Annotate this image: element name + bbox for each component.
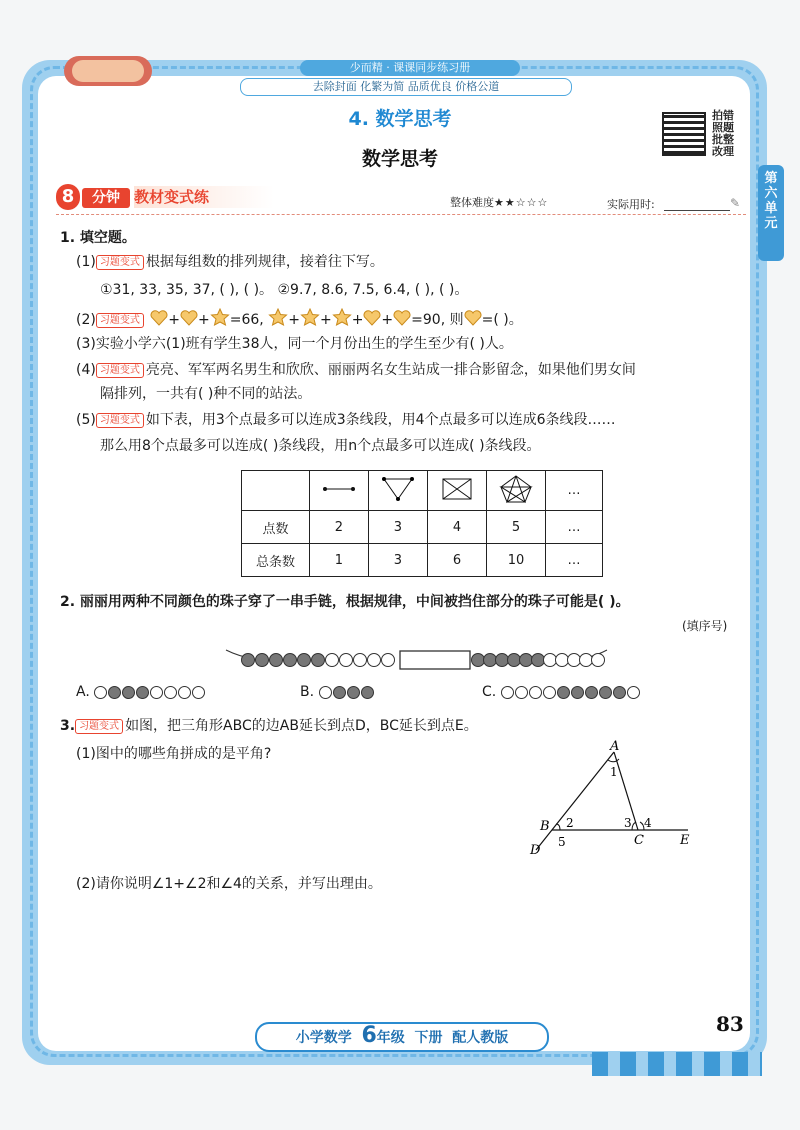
- dark-bead: [508, 654, 521, 667]
- q3-sub2: (2)请你说明∠1+∠2和∠4的关系，并写出理由。: [76, 876, 382, 892]
- variant-tag: 习题变式: [96, 313, 144, 328]
- label-a: A: [610, 739, 620, 754]
- points-table: [241, 470, 603, 577]
- table-cell: 1: [309, 544, 368, 577]
- table-cell: 3: [368, 544, 427, 577]
- table-cell: …: [546, 511, 603, 544]
- white-bead: [568, 654, 581, 667]
- dark-bead: [270, 654, 283, 667]
- dark-bead: [122, 686, 135, 699]
- dark-bead: [256, 654, 269, 667]
- dark-bead: [108, 686, 121, 699]
- white-bead: [544, 654, 557, 667]
- dark-bead: [484, 654, 497, 667]
- label-d: D: [530, 843, 541, 858]
- dark-bead: [557, 686, 570, 699]
- triangle-diagram: [520, 738, 700, 860]
- white-bead: [529, 686, 542, 699]
- q2-title: 2. 丽丽用两种不同颜色的珠子穿了一串手链，根据规律，中间被挡住部分的珠子可能是( )。: [60, 594, 630, 610]
- heart-icon: [393, 310, 411, 326]
- time-badge-number: 8: [56, 184, 80, 210]
- q2-note: (填序号): [682, 619, 728, 633]
- exercise-type: 教材变式练: [134, 186, 274, 208]
- dark-bead: [284, 654, 297, 667]
- variant-tag: 习题变式: [96, 363, 144, 378]
- label-e: E: [680, 833, 690, 848]
- slogan: 去除封面 化繁为简 品质优良 价格公道: [240, 78, 572, 96]
- unit-tab[interactable]: 第 六 单 元: [758, 165, 784, 261]
- star-icon: [210, 308, 230, 326]
- white-bead: [319, 686, 332, 699]
- divider: [56, 214, 746, 215]
- q1-title: 1. 填空题。: [60, 230, 136, 246]
- figure-2-points: [309, 471, 368, 511]
- table-cell: 5: [486, 511, 545, 544]
- angle-3-label: 3: [624, 816, 632, 830]
- row-label-segments: 总条数: [242, 544, 310, 577]
- variant-tag: 习题变式: [75, 719, 123, 734]
- angle-4-label: 4: [644, 816, 652, 830]
- dark-bead: [298, 654, 311, 667]
- white-bead: [340, 654, 353, 667]
- white-bead: [94, 686, 107, 699]
- dark-bead: [312, 654, 325, 667]
- variant-tag: 习题变式: [96, 255, 144, 270]
- q1-part4: (4) 习题变式 亮亮、军军两名男生和欣欣、丽丽两名女生站成一排合影留念，如果他们男女间: [76, 362, 636, 378]
- pencil-icon: ✎: [730, 196, 741, 210]
- white-bead: [580, 654, 593, 667]
- figure-5-points: [486, 471, 545, 511]
- star-icon: ★★☆☆☆: [494, 196, 549, 209]
- dark-bead: [347, 686, 360, 699]
- heart-icon: [363, 310, 381, 326]
- label-b: B: [540, 819, 550, 834]
- white-bead: [556, 654, 569, 667]
- table-cell: 3: [368, 511, 427, 544]
- bracelet-diagram: [222, 640, 612, 680]
- white-bead: [543, 686, 556, 699]
- qr-caption: 拍错 照题 批整 改理: [712, 109, 734, 158]
- white-bead: [368, 654, 381, 667]
- page-title: 数学思考: [361, 148, 438, 170]
- angle-5-label: 5: [558, 835, 566, 849]
- dark-bead: [613, 686, 626, 699]
- star-icon: [332, 308, 352, 326]
- time-badge-unit: 分钟: [82, 188, 130, 208]
- angle-2-label: 2: [566, 816, 574, 830]
- table-corner: [242, 471, 310, 511]
- label-c: C: [634, 833, 644, 848]
- star-icon: [268, 308, 288, 326]
- white-bead: [164, 686, 177, 699]
- row-label-points: 点数: [242, 511, 310, 544]
- white-bead: [592, 654, 605, 667]
- dark-bead: [472, 654, 485, 667]
- book-info-band: 小学数学 6年级 下册 配人教版: [255, 1022, 549, 1052]
- section-title: 4. 数学思考: [348, 108, 452, 130]
- option-a[interactable]: A.: [76, 682, 206, 702]
- white-bead: [150, 686, 163, 699]
- option-c[interactable]: C.: [482, 682, 641, 702]
- hidden-section: [400, 651, 470, 669]
- series-bar: 少而精 · 课课同步练习册: [300, 60, 520, 76]
- white-bead: [192, 686, 205, 699]
- q1-part1: (1) 习题变式 根据每组数的排列规律，接着往下写。: [76, 254, 384, 270]
- white-bead: [627, 686, 640, 699]
- white-bead: [326, 654, 339, 667]
- actual-time-label: 实际用时:: [607, 198, 655, 211]
- q1-part5: (5) 习题变式 如下表，用3个点最多可以连成3条线段，用4个点最多可以连成6条线段……: [76, 412, 616, 428]
- white-bead: [354, 654, 367, 667]
- dark-bead: [532, 654, 545, 667]
- white-bead: [501, 686, 514, 699]
- dark-bead: [361, 686, 374, 699]
- table-cell: …: [546, 544, 603, 577]
- qr-code[interactable]: [662, 112, 706, 156]
- dark-bead: [571, 686, 584, 699]
- heart-icon: [150, 310, 168, 326]
- table-cell: 4: [427, 511, 486, 544]
- option-b[interactable]: B.: [300, 682, 375, 702]
- dark-bead: [496, 654, 509, 667]
- heart-icon: [464, 310, 482, 326]
- table-cell: 2: [309, 511, 368, 544]
- variant-tag: 习题变式: [96, 413, 144, 428]
- dark-bead: [136, 686, 149, 699]
- q3-sub1: (1)图中的哪些角拼成的是平角?: [76, 746, 272, 762]
- angle-1-label: 1: [610, 765, 618, 779]
- star-icon: [300, 308, 320, 326]
- table-cell: 10: [486, 544, 545, 577]
- white-bead: [382, 654, 395, 667]
- table-cell: 6: [427, 544, 486, 577]
- dark-bead: [520, 654, 533, 667]
- figure-3-points: [368, 471, 427, 511]
- dark-bead: [585, 686, 598, 699]
- q1-part5-line2[interactable]: 那么用8个点最多可以连成( )条线段，用n个点最多可以连成( )条线段。: [100, 438, 541, 454]
- publisher-logo-inner: [72, 60, 144, 82]
- difficulty-rating: 整体难度★★☆☆☆: [450, 196, 549, 209]
- q1-part3[interactable]: (3)实验小学六(1)班有学生38人，同一个月份出生的学生至少有( )人。: [76, 336, 513, 352]
- actual-time-field[interactable]: [664, 210, 730, 211]
- dark-bead: [599, 686, 612, 699]
- q3-title: 3. 习题变式 如图，把三角形ABC的边AB延长到点D，BC延长到点E。: [60, 718, 478, 734]
- q1-part1-sequences[interactable]: ①31, 33, 35, 37, ( ), ( )。 ②9.7, 8.6, 7.5, 6.4, ( ), ( )。: [100, 282, 469, 298]
- q1-part4-line2[interactable]: 隔排列，一共有( )种不同的站法。: [100, 386, 312, 402]
- decorative-bars: [592, 1052, 762, 1076]
- dark-bead: [333, 686, 346, 699]
- white-bead: [178, 686, 191, 699]
- white-bead: [515, 686, 528, 699]
- figure-4-points: [427, 471, 486, 511]
- figure-ellipsis: …: [546, 471, 603, 511]
- page-number: 83: [716, 1012, 744, 1036]
- heart-icon: [180, 310, 198, 326]
- dark-bead: [242, 654, 255, 667]
- q1-part2[interactable]: (2) 习题变式 + + =66, + + + + =90, 则 =( )。: [76, 308, 523, 330]
